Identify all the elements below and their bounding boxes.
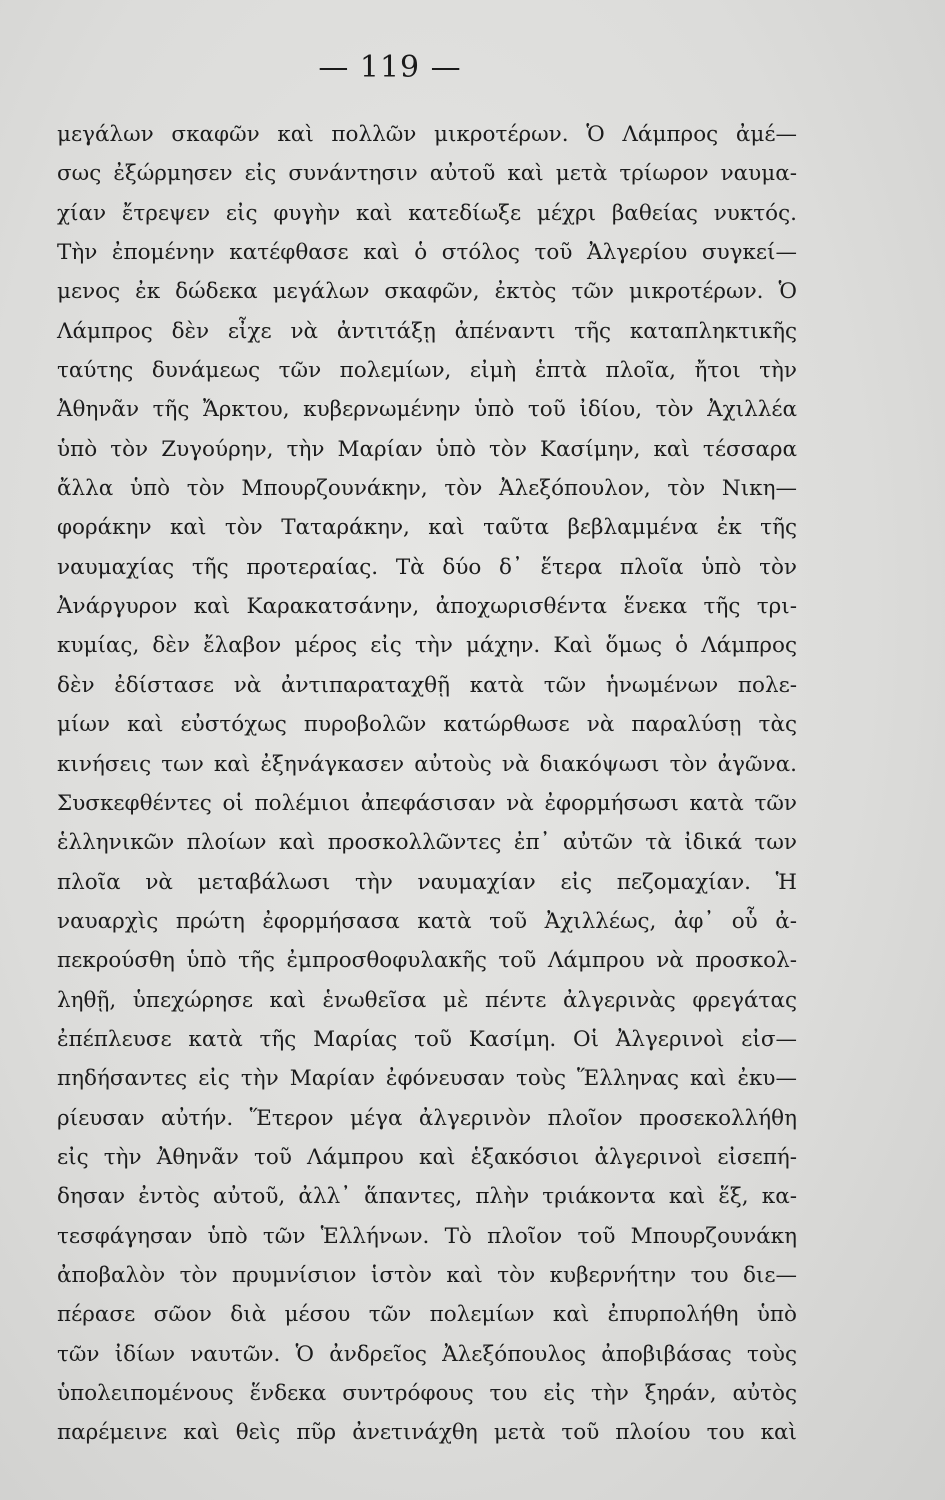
text-line: ἐπέπλευσε κατὰ τῆς Μαρίας τοῦ Κασίμη. Οἱ Ἀλγερινοὶ εἰσ— <box>57 1026 797 1052</box>
text-line: κινήσεις των καὶ ἐξηνάγκασεν αὐτοὺς νὰ διακόψωσι τὸν ἀγῶνα. <box>57 751 797 777</box>
text-line: ἄλλα ὑπὸ τὸν Μπουρζουνάκην, τὸν Ἀλεξόπουλον, τὸν Νικη— <box>57 476 797 502</box>
text-line: δησαν ἐντὸς αὐτοῦ, ἀλλ᾽ ἅπαντες, πλὴν τριάκοντα καὶ ἕξ, κα- <box>57 1184 797 1210</box>
text-line: μίων καὶ εὐστόχως πυροβολῶν κατώρθωσε νὰ παραλύσῃ τὰς <box>57 712 797 738</box>
text-line: Συσκεφθέντες οἱ πολέμιοι ἀπεφάσισαν νὰ ἐφορμήσωσι κατὰ τῶν <box>57 790 797 816</box>
text-line: πλοῖα νὰ μεταβάλωσι τὴν ναυμαχίαν εἰς πεζομαχίαν. Ἡ <box>57 869 797 895</box>
text-line: Τὴν ἐπομένην κατέφθασε καὶ ὁ στόλος τοῦ Ἀλγερίου συγκεί— <box>57 240 797 266</box>
text-line: σως ἐξώρμησεν εἰς συνάντησιν αὐτοῦ καὶ μετὰ τρίωρον ναυμα- <box>57 161 797 187</box>
body-text <box>57 115 797 1453</box>
text-line: Λάμπρος δὲν εἶχε νὰ ἀντιτάξῃ ἀπέναντι τῆς καταπληκτικῆς <box>57 318 797 344</box>
text-line: ἑλληνικῶν πλοίων καὶ προσκολλῶντες ἐπ᾽ αὐτῶν τὰ ἰδικά των <box>57 830 797 856</box>
text-line: δὲν ἐδίστασε νὰ ἀντιπαραταχθῇ κατὰ τῶν ἡνωμένων πολε- <box>57 672 797 698</box>
text-line: μεγάλων σκαφῶν καὶ πολλῶν μικροτέρων. Ὁ Λάμπρος ἀμέ— <box>57 122 797 147</box>
text-line: ὑπὸ τὸν Ζυγούρην, τὴν Μαρίαν ὑπὸ τὸν Κασίμην, καὶ τέσσαρα <box>57 436 797 462</box>
text-line: τεσφάγησαν ὑπὸ τῶν Ἑλλήνων. Τὸ πλοῖον τοῦ Μπουρζουνάκη <box>57 1223 797 1249</box>
page-number: — 119 — <box>318 50 462 85</box>
text-line: ταύτης δυνάμεως τῶν πολεμίων, εἰμὴ ἑπτὰ πλοῖα, ἤτοι τὴν <box>57 358 797 384</box>
text-line: πεκρούσθη ὑπὸ τῆς ἐμπροσθοφυλακῆς τοῦ Λάμπρου νὰ προσκολ- <box>57 948 797 974</box>
text-line: φοράκην καὶ τὸν Ταταράκην, καὶ ταῦτα βεβλαμμένα ἐκ τῆς <box>57 515 797 541</box>
text-line: ρίευσαν αὐτήν. Ἕτερον μέγα ἀλγερινὸν πλοῖον προσεκολλήθη <box>57 1105 797 1131</box>
text-line: μενος ἐκ δώδεκα μεγάλων σκαφῶν, ἐκτὸς τῶν μικροτέρων. Ὁ <box>57 279 797 305</box>
text-line: ὑπολειπομένους ἕνδεκα συντρόφους του εἰς τὴν ξηράν, αὐτὸς <box>57 1381 797 1406</box>
text-line: ληθῇ, ὑπεχώρησε καὶ ἑνωθεῖσα μὲ πέντε ἀλγερινὰς φρεγάτας <box>57 987 797 1013</box>
text-line: εἰς τὴν Ἀθηνᾶν τοῦ Λάμπρου καὶ ἑξακόσιοι ἀλγερινοὶ εἰσεπή- <box>57 1144 797 1170</box>
text-line: τῶν ἰδίων ναυτῶν. Ὁ ἀνδρεῖος Ἀλεξόπουλος ἀποβιβάσας τοὺς <box>57 1341 797 1367</box>
text-line: ναυμαχίας τῆς προτεραίας. Τὰ δύο δ᾽ ἕτερα πλοῖα ὑπὸ τὸν <box>57 554 797 580</box>
text-line: πέρασε σῶον διὰ μέσου τῶν πολεμίων καὶ ἐπυρπολήθη ὑπὸ <box>57 1302 797 1328</box>
text-line: Ἀνάργυρον καὶ Καρακατσάνην, ἀποχωρισθέντα ἕνεκα τῆς τρι- <box>57 594 797 620</box>
text-line: πηδήσαντες εἰς τὴν Μαρίαν ἐφόνευσαν τοὺς Ἕλληνας καὶ ἐκυ— <box>57 1066 797 1092</box>
text-line: κυμίας, δὲν ἔλαβον μέρος εἰς τὴν μάχην. Καὶ ὅμως ὁ Λάμπρος <box>57 633 797 659</box>
text-line: ἀποβαλὸν τὸν πρυμνίσιον ἱστὸν καὶ τὸν κυβερνήτην του διε— <box>57 1262 797 1288</box>
text-line: χίαν ἔτρεψεν εἰς φυγὴν καὶ κατεδίωξε μέχρι βαθείας νυκτός. <box>57 200 797 226</box>
text-line: Ἀθηνᾶν τῆς Ἄρκτου, κυβερνωμένην ὑπὸ τοῦ ἰδίου, τὸν Ἀχιλλέα <box>57 397 797 423</box>
text-line: ναυαρχὶς πρώτη ἐφορμήσασα κατὰ τοῦ Ἀχιλλέως, ἀφ᾽ οὗ ἀ- <box>57 908 797 934</box>
text-line: παρέμεινε καὶ θεὶς πῦρ ἀνετινάχθη μετὰ τοῦ πλοίου του καὶ <box>57 1420 797 1446</box>
